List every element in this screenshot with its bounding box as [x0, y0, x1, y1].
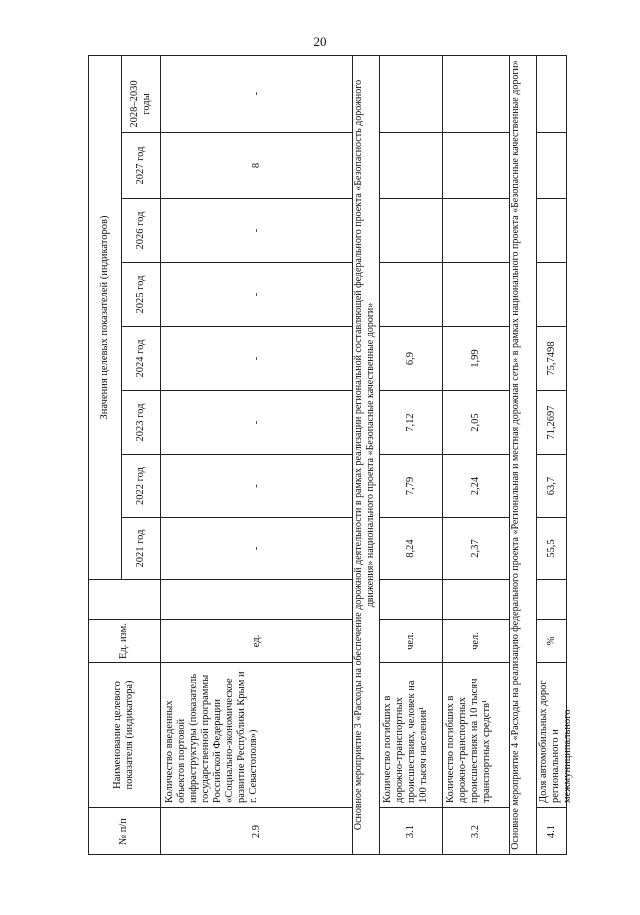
header-year: 2026 год: [135, 211, 146, 250]
header-year: 2028–2030 годы: [129, 80, 152, 128]
row-name: Количество погибших в дорожно-транспортных происшествиях, человек на 100 тысяч населения¹: [382, 680, 429, 803]
page-number: 20: [313, 34, 327, 49]
header-year: 2025 год: [135, 275, 146, 314]
header-name: Наименование целевого показателя (индикатора): [112, 680, 135, 790]
row-value: 63,7: [546, 476, 557, 496]
row-name: Количество введенных объектов портовой инфраструктуры (показатель государственной программы Российской Федерации «Социально-экономическое развитие Республики Крым и г. Севастополя»): [164, 671, 259, 803]
indicators-table: [88, 55, 598, 855]
row-value: -: [250, 292, 262, 297]
row-value: 2,05: [470, 413, 481, 432]
row-unit: чел.: [405, 632, 416, 650]
row-value: 6,9: [405, 351, 416, 366]
row-value: 1,99: [470, 349, 481, 368]
header-year: 2022 год: [135, 467, 146, 505]
row-value: 8: [250, 162, 262, 169]
row-num: 4.1: [546, 824, 557, 839]
header-unit: Ед. изм.: [118, 623, 129, 659]
row-unit: %: [546, 636, 557, 646]
row-value: 7,12: [405, 413, 416, 432]
section-heading: Основное мероприятие 4 «Расходы на реализацию федерального проекта «Региональная и местная дорожная сеть» в рамках национального проекта «Безопасные качественные дороги»: [510, 60, 521, 850]
row-value: -: [250, 420, 262, 425]
header-num: № п/п: [118, 818, 129, 845]
row-unit: чел.: [470, 632, 481, 650]
header-year: 2021 год: [135, 529, 146, 568]
header-group-title: Значения целевых показателей (индикаторов): [98, 215, 110, 420]
header-year: 2024 год: [135, 339, 146, 378]
header-year: 2023 год: [135, 403, 146, 442]
row-name: Доля автомобильных дорог регионального и межмуниципального: [538, 680, 573, 803]
row-value: 8,24: [405, 539, 416, 558]
row-name: Количество погибших в дорожно-транспортных происшествиях на 10 тысяч транспортных средств¹: [445, 678, 492, 803]
row-value: 2,24: [470, 476, 481, 496]
section-heading: Основное мероприятие 3 «Расходы на обеспечение дорожной деятельности в рамках реализации региональной составляющей федерального проекта «Безопасность дорожного движения» национального проекта «Безопасные качественные дороги»: [353, 79, 376, 831]
row-value: 2,37: [470, 539, 481, 558]
row-num: 3.1: [405, 824, 416, 839]
row-value: -: [250, 91, 262, 96]
row-num: 3.2: [470, 824, 481, 839]
row-value: 55,5: [546, 539, 557, 558]
row-value: 71,2697: [546, 405, 557, 440]
row-unit: ед.: [250, 634, 262, 648]
row-value: -: [250, 546, 262, 551]
row-num: 2.9: [250, 824, 262, 839]
row-value: -: [250, 356, 262, 361]
row-value: -: [250, 228, 262, 233]
row-value: -: [250, 484, 262, 488]
header-year: 2027 год: [135, 146, 146, 185]
row-value: 75,7498: [546, 341, 557, 376]
row-value: 7,79: [405, 476, 416, 496]
